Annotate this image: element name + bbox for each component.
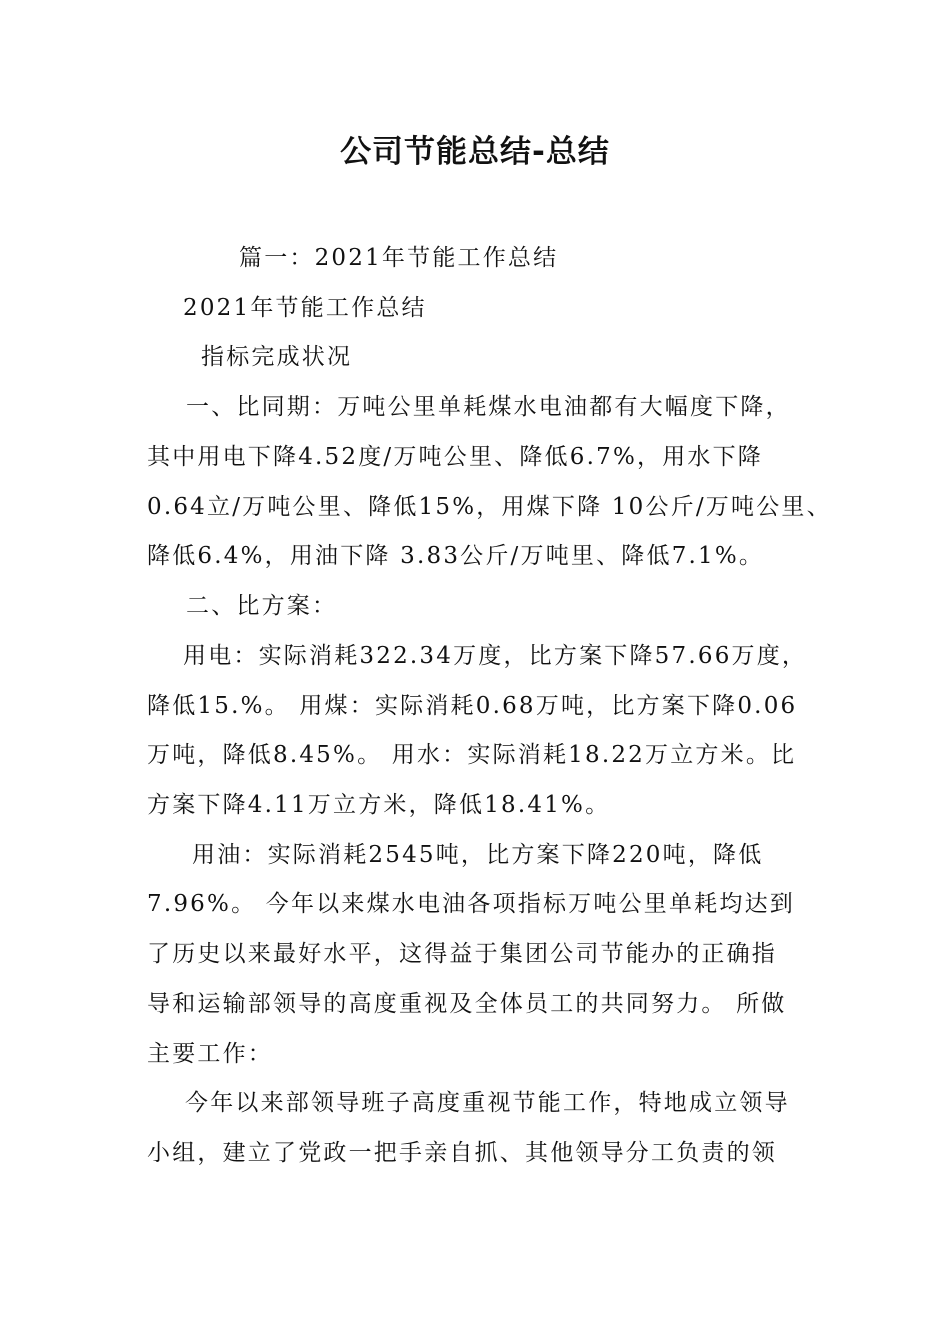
text-line: 二、比方案：	[186, 593, 338, 619]
text-line: 用电：实际消耗322.34万度，比方案下降57.66万度，	[183, 643, 808, 669]
text-line: 方案下降4.11万立方米，降低18.41%。	[147, 792, 611, 818]
text-line: 降低6.4%，用油下降 3.83公斤/万吨里、降低7.1%。	[147, 543, 765, 569]
text-line: 指标完成状况	[201, 344, 353, 370]
text-line: 其中用电下降4.52度/万吨公里、降低6.7%，用水下降	[147, 444, 763, 470]
text-line: 导和运输部领导的高度重视及全体员工的共同努力。 所做	[147, 991, 787, 1017]
text-line: 了历史以来最好水平，这得益于集团公司节能办的正确指	[147, 941, 777, 967]
text-line: 7.96%。 今年以来煤水电油各项指标万吨公里单耗均达到	[147, 891, 795, 917]
document-title: 公司节能总结-总结	[340, 134, 610, 170]
text-line: 万吨，降低8.45%。 用水：实际消耗18.22万立方米。比	[147, 742, 797, 768]
text-line: 用油：实际消耗2545吨，比方案下降220吨，降低	[192, 842, 764, 868]
text-line: 0.64立/万吨公里、降低15%，用煤下降 10公斤/万吨公里、	[147, 494, 832, 520]
text-line: 今年以来部领导班子高度重视节能工作，特地成立领导	[185, 1090, 790, 1116]
text-line: 篇一：2021年节能工作总结	[239, 245, 559, 271]
text-line: 小组，建立了党政一把手亲自抓、其他领导分工负责的领	[147, 1140, 777, 1166]
text-line: 一、比同期：万吨公里单耗煤水电油都有大幅度下降，	[186, 394, 791, 420]
text-line: 降低15.%。 用煤：实际消耗0.68万吨，比方案下降0.06	[147, 693, 798, 719]
text-line: 主要工作：	[147, 1041, 273, 1067]
text-line: 2021年节能工作总结	[183, 295, 427, 321]
